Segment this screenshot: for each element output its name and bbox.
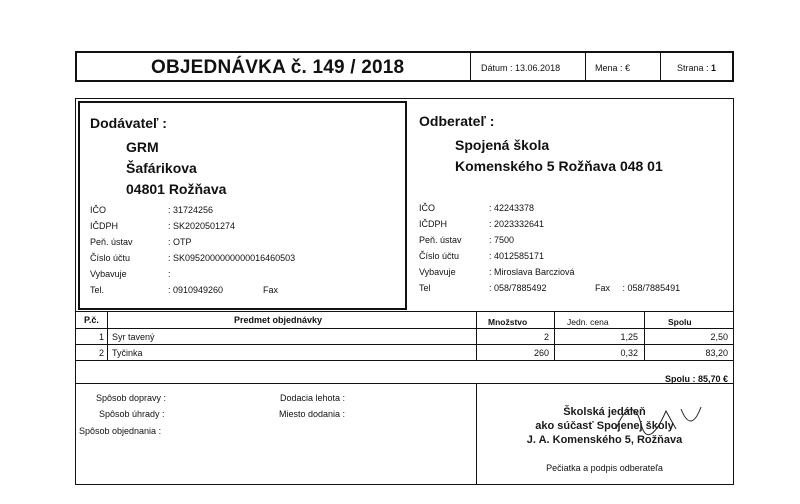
customer-account-row (419, 251, 544, 261)
field-value: : 4012585171 (489, 251, 545, 261)
header-divider-1 (470, 53, 471, 80)
customer-fax-label: Fax (595, 283, 611, 293)
supplier-city: 04801 Rožňava (126, 181, 227, 197)
field-label: Vybavuje (90, 269, 127, 279)
customer-bank-row (419, 235, 514, 245)
field-label: IČDPH (90, 221, 119, 231)
items-table (76, 311, 733, 391)
customer-ico-row (419, 203, 534, 213)
field-label: Peň. ústav (419, 235, 462, 245)
field-label: Číslo účtu (419, 251, 460, 261)
currency-field (595, 63, 630, 73)
row-1-item: Syr tavený (112, 332, 155, 342)
col-header-qty: Množstvo (488, 317, 528, 327)
field-value: : 0910949260 (168, 285, 224, 295)
supplier-account-row (90, 253, 295, 263)
row-2-qty: 260 (533, 348, 549, 358)
ordering-label: Spôsob objednania : (79, 426, 162, 436)
signature (606, 399, 726, 439)
customer-box (409, 101, 731, 310)
row-1-qty: 2 (543, 332, 549, 342)
row-2-no: 2 (98, 348, 104, 358)
field-label: Tel. (90, 285, 105, 295)
row-divider (76, 328, 733, 329)
place-label: Miesto dodania : (279, 409, 346, 419)
date-field: Dátum : 13.06.2018 (481, 63, 561, 73)
field-label: IČO (419, 203, 436, 213)
field-label: IČDPH (419, 219, 448, 229)
page-value: 1 (711, 63, 717, 73)
field-label: Vybavuje (419, 267, 456, 277)
field-value: : 2023332641 (489, 219, 545, 229)
field-value: : OTP (168, 237, 192, 247)
field-value: : 31724256 (168, 205, 214, 215)
stamp-line-2: ako súčasť Spojenej školy (535, 420, 674, 432)
supplier-icdph-row (90, 221, 235, 231)
page-field (677, 63, 716, 73)
field-label: Tel (419, 283, 431, 293)
row-1-no: 1 (98, 332, 104, 342)
row-1-unit-price: 1,25 (620, 332, 638, 342)
sum-value: 85,70 € (697, 374, 728, 384)
header-divider-3 (660, 53, 661, 80)
col-header-unit-price: Jedn. cena (567, 317, 609, 327)
row-divider (76, 360, 733, 361)
customer-heading: Odberateľ : (419, 113, 495, 129)
supplier-heading: Dodávateľ : (90, 115, 167, 131)
col-divider (107, 312, 108, 360)
field-value: : 42243378 (489, 203, 535, 213)
payment-label: Spôsob úhrady : (99, 409, 165, 419)
customer-tel-row (419, 283, 547, 293)
supplier-ico-row (90, 205, 213, 215)
field-label: Číslo účtu (90, 253, 131, 263)
field-value: : SK2020501274 (168, 221, 236, 231)
supplier-bank-row (90, 237, 192, 247)
delivery-label: Dodacia lehota : (280, 393, 346, 403)
customer-handler-row (419, 267, 575, 277)
supplier-tel-row (90, 285, 223, 295)
row-divider (76, 344, 733, 345)
field-value: : (168, 269, 171, 279)
date-label: Dátum (481, 63, 508, 73)
currency-label: Mena : (595, 63, 623, 73)
stamp-caption: Pečiatka a podpis odberateľa (546, 463, 663, 473)
order-title: OBJEDNÁVKA č. 149 / 2018 (151, 57, 405, 78)
row-2-unit-price: 0,32 (620, 348, 638, 358)
row-2-total: 83,20 (705, 348, 728, 358)
customer-name: Spojená škola (455, 137, 550, 153)
customer-icdph-row (419, 219, 544, 229)
field-label: Peň. ústav (90, 237, 133, 247)
header-divider-2 (585, 53, 586, 80)
field-value: : 058/7885492 (489, 283, 547, 293)
col-header-item: Predmet objednávky (234, 315, 323, 325)
col-header-total: Spolu (668, 317, 692, 327)
supplier-name: GRM (126, 139, 159, 155)
supplier-handler-row (90, 269, 171, 279)
stamp-line-3: J. A. Komenského 5, Rožňava (526, 434, 683, 446)
customer-fax-row (595, 283, 680, 293)
field-label: IČO (90, 205, 107, 215)
stamp-line-1: Školská jedáleň (563, 406, 646, 418)
col-header-no: P.č. (84, 315, 99, 325)
date-value: 13.06.2018 (515, 63, 561, 73)
row-2-item: Tyčinka (112, 348, 143, 358)
field-value: : Miroslava Barcziová (489, 267, 575, 277)
page-label: Strana : (677, 63, 709, 73)
order-header (75, 51, 734, 82)
currency-value: € (625, 63, 631, 73)
row-1-total: 2,50 (710, 332, 728, 342)
supplier-box (78, 101, 407, 310)
transport-label: Spôsob dopravy : (96, 393, 167, 403)
supplier-street: Šafárikova (126, 160, 197, 176)
footer-divider (76, 383, 733, 384)
order-frame (75, 98, 734, 485)
customer-fax-value: : 058/7885491 (622, 283, 681, 293)
field-value: : 7500 (489, 235, 515, 245)
customer-address: Komenského 5 Rožňava 048 01 (455, 158, 663, 174)
field-value: : SK0952000000000016460503 (168, 253, 296, 263)
supplier-fax-label: Fax (263, 285, 279, 295)
sum-label: Spolu : (664, 374, 696, 384)
